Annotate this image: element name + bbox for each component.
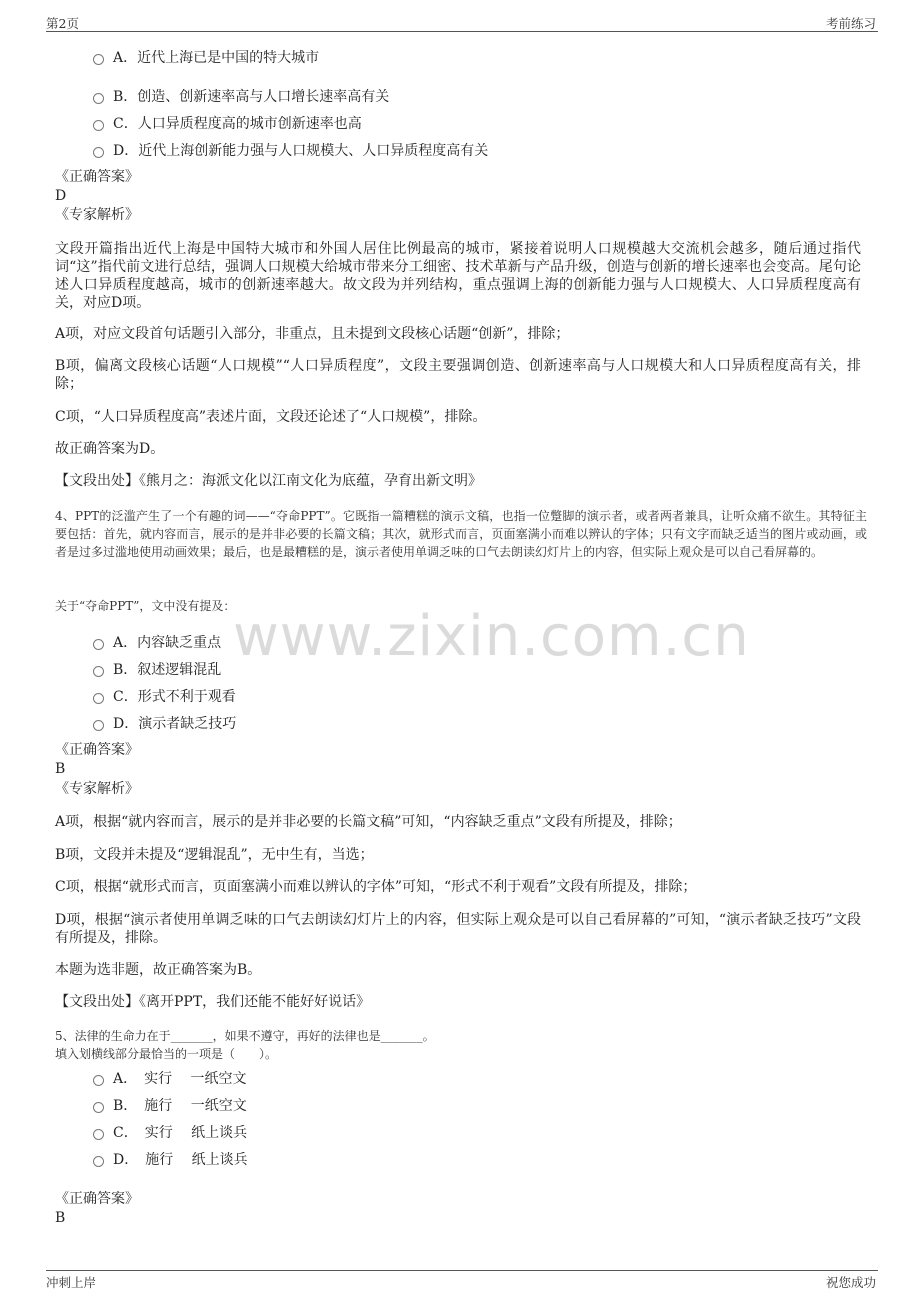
option-label: C．人口异质程度高的城市创新速率也高 [113,116,362,132]
q3-analysis-b: B项，偏离文段核心话题“人口规模”“人口异质程度”，文段主要强调创造、创新速率高与人口规模大和人口异质程度高有关，排除； [55,358,861,392]
q3-analysis-c: C项，“人口异质程度高”表述片面，文段还论述了“人口规模”，排除。 [55,409,487,425]
radio-icon[interactable] [93,666,104,677]
option-label: C． 实行 纸上谈兵 [113,1125,248,1141]
option-label: A．内容缺乏重点 [113,635,222,651]
footer-divider [46,1270,878,1271]
q4-source: 【文段出处】《离开PPT，我们还能不能好好说话》 [55,994,371,1010]
q3-answer-label: 《正确答案》 [55,169,139,185]
option-label: D． 施行 纸上谈兵 [113,1152,248,1168]
header-title: 考前练习 [825,16,876,31]
radio-icon[interactable] [93,693,104,704]
option-label: A．近代上海已是中国的特大城市 [113,50,320,66]
option-label: B．创造、创新速率高与人口增长速率高有关 [113,89,390,105]
q3-option-b[interactable] [93,86,389,106]
q4-option-c[interactable] [93,686,236,706]
radio-icon[interactable] [93,1156,104,1167]
q4-option-b[interactable] [93,659,221,679]
q5-answer-label: 《正确答案》 [55,1191,139,1207]
footer-left: 冲刺上岸 [46,1275,97,1290]
q3-conclusion: 故正确答案为D。 [55,441,165,457]
q5-stem: 5、法律的生命力在于_______，如果不遵守，再好的法律也是_______。 [55,1029,435,1043]
q4-analysis-d: D项，根据“演示者使用单调乏味的口气去朗读幻灯片上的内容，但实际上观众是可以自己看屏幕的”可知，“演示者缺乏技巧”文段有所提及，排除。 [55,912,861,946]
q3-analysis-a: A项，对应文段首句话题引入部分，非重点，且未提到文段核心话题“创新”，排除； [55,326,570,342]
footer-right: 祝您成功 [825,1275,876,1290]
q4-answer: B [55,761,66,777]
q3-option-d[interactable] [93,140,488,160]
header-divider [46,31,878,32]
radio-icon[interactable] [93,147,104,158]
q3-answer: D [55,188,67,204]
option-label: C．形式不利于观看 [113,689,236,705]
q5-option-b[interactable] [93,1095,247,1115]
q5-option-d[interactable] [93,1149,248,1169]
q3-analysis-paragraph: 文段开篇指出近代上海是中国特大城市和外国人居住比例最高的城市，紧接着说明人口规模越大交流机会越多，随后通过指代词“这”指代前文进行总结，强调人口规模大给城市带来分工细密、技术革新与产品升级，创造与创新的增长速率也会变高。尾句论述人口异质程度越高，城市的创新速率越大。故文段为并列结构，重点强调上海的创新能力强与人口规模大、人口异质程度高有关，对应D项。 [55,241,861,311]
q4-stem: 4、PPT的泛滥产生了一个有趣的词——“夺命PPT”。它既指一篇糟糕的演示文稿，也指一位蹩脚的演示者，或者两者兼具，让听众痛不欲生。其特征主要包括：首先，就内容而言，展示的是并非必要的长篇文稿；其次，就形式而言，页面塞满小而难以辨认的字体；只有文字而缺乏适当的图片或动画，或者是过多过滥地使用动画效果；最后，也是最糟糕的是，演示者使用单调乏味的口气去朗读幻灯片上的内容，但实际上观众是可以自己看屏幕的。 [55,509,867,559]
q3-source: 【文段出处】《熊月之：海派文化以江南文化为底蕴，孕育出新文明》 [55,473,482,489]
watermark: www.zixin.com.cn [233,604,750,669]
q3-option-c[interactable] [93,113,362,133]
radio-icon[interactable] [93,1129,104,1140]
q4-conclusion: 本题为选非题，故正确答案为B。 [55,962,262,978]
radio-icon[interactable] [93,1075,104,1086]
option-label: B．叙述逻辑混乱 [113,662,222,678]
q4-analysis-a: A项，根据“就内容而言，展示的是并非必要的长篇文稿”可知，“内容缺乏重点”文段有所提及，排除； [55,814,682,830]
q4-analysis-label: 《专家解析》 [55,781,139,797]
radio-icon[interactable] [93,720,104,731]
q5-question: 填入划横线部分最恰当的一项是（ ）。 [55,1047,278,1061]
q5-answer: B [55,1210,66,1226]
radio-icon[interactable] [93,639,104,650]
q5-option-a[interactable] [93,1068,247,1088]
q4-question: 关于“夺命PPT”，文中没有提及： [55,599,236,613]
radio-icon[interactable] [93,120,104,131]
radio-icon[interactable] [93,1102,104,1113]
q4-option-a[interactable] [93,632,221,652]
option-label: D．近代上海创新能力强与人口规模大、人口异质程度高有关 [113,143,489,159]
q4-analysis-b: B项，文段并未提及“逻辑混乱”，无中生有，当选； [55,847,374,863]
radio-icon[interactable] [93,54,104,65]
q3-option-a[interactable] [93,47,319,67]
option-label: A． 实行 一纸空文 [113,1071,247,1087]
q5-option-c[interactable] [93,1122,247,1142]
q3-analysis-label: 《专家解析》 [55,207,139,223]
option-label: D．演示者缺乏技巧 [113,716,237,732]
radio-icon[interactable] [93,93,104,104]
q4-answer-label: 《正确答案》 [55,742,139,758]
q4-analysis-c: C项，根据“就形式而言，页面塞满小而难以辨认的字体”可知，“形式不利于观看”文段有所提及，排除； [55,879,697,895]
q4-option-d[interactable] [93,713,236,733]
option-label: B． 施行 一纸空文 [113,1098,247,1114]
page-number: 第2页 [46,16,79,31]
